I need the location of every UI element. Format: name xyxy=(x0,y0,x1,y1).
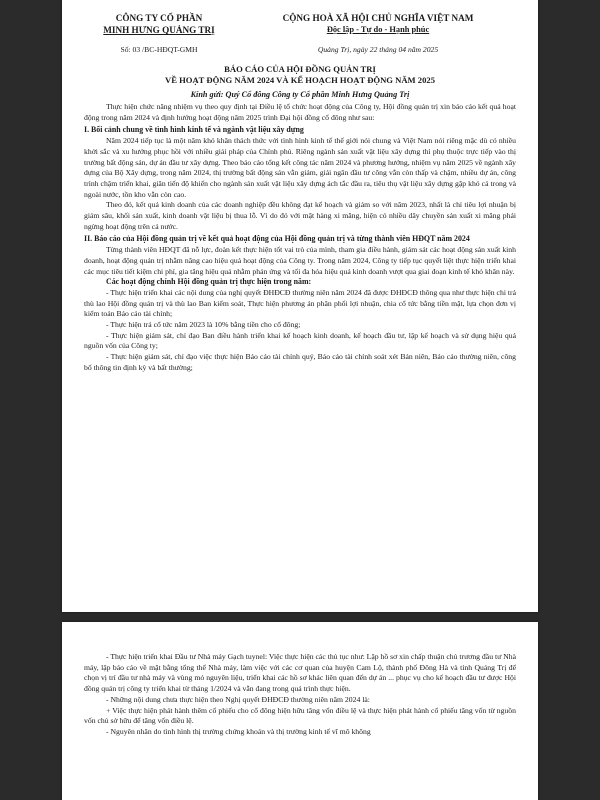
addressee: Kính gửi: Quý Cổ đông Công ty Cổ phần Minh Hưng Quảng Trị xyxy=(190,90,410,99)
activities-heading: Các hoạt động chính Hội đồng quản trị thực hiện trong năm: xyxy=(106,277,312,287)
page2-bullet: - Nguyên nhân do tình hình thị trường chứng khoán và thị trường kinh tế vĩ mô không xyxy=(106,726,371,736)
section-2-heading: II. Báo cáo của Hội đồng quản trị về kết quả hoạt động của Hội đồng quản trị và từng thành viên HĐQT năm 2024 xyxy=(84,234,470,244)
company-name-line2: MINH HƯNG QUẢNG TRỊ xyxy=(103,25,215,35)
nation-motto: Độc lập - Tự do - Hạnh phúc xyxy=(326,25,430,34)
activity-bullet: - Thực hiện giám sát, chỉ đạo Ban điều hành triển khai kế hoạch kinh doanh, kế hoạch đầu tư, lập kế hoạch và sử dụng hiệu quả nguồn vốn của Công ty; xyxy=(84,330,516,351)
activity-bullet: - Thực hiện trả cổ tức năm 2023 là 10% bằng tiền cho cổ đông; xyxy=(106,320,301,330)
page2-bullet: - Thực hiện triển khai Đầu tư Nhà máy Gạch tuynel: Việc thực hiện các thủ tục như: Lập hồ sơ xin chấp thuận chủ trương đầu tư Nhà máy, lập báo cáo về mặt bằng tổng thể Nhà máy, làm việc với các cơ quan của huyện Cam Lộ, thành phố Đông Hà và tỉnh Quảng Trị để chọn vị trí đầu tư nhà máy và vùng mỏ nguyên liệu, triển khai các hồ sơ khác liên quan đến dự án ... phục vụ cho kế hoạch đầu tư được Hội đồng quản trị công ty triển khai từ tháng 1/2024 và vẫn đang trong quá trình thực hiện. xyxy=(84,652,516,694)
document-page-2 xyxy=(62,622,538,800)
page2-bullet: - Những nội dung chưa thực hiện theo Nghị quyết ĐHĐCĐ thường niên năm 2024 là: xyxy=(106,694,370,704)
company-block xyxy=(84,12,234,54)
document-page-1 xyxy=(62,0,538,612)
report-title-line1: BÁO CÁO CỦA HỘI ĐỒNG QUẢN TRỊ xyxy=(224,64,376,74)
section-1-paragraph-2: Theo đó, kết quả kinh doanh của các doanh nghiệp đều không đạt kế hoạch và giảm so với năm 2023, nhất là chỉ tiêu lợi nhuận bị giảm sâu, khối sản xuất, kinh doanh vật liệu bị thua lỗ. Vì do đó với mặt hàng xi măng, hiện có nhiều dây chuyền sản xuất xi măng phải ngừng hoạt động trên cả nước. xyxy=(84,200,516,231)
section-2-paragraph-1: Từng thành viên HĐQT đã nỗ lực, đoàn kết thực hiện tốt vai trò của mình, tham gia điều hành, giám sát các hoạt động sản xuất kinh doanh, hoạt động quản trị nhằm nâng cao hiệu quả hoạt động của Công ty. Trong năm 2024, Công ty tiếp tục quyết liệt thực hiện triển khai các mục tiêu tiết kiệm chi phí, gia tăng hiệu quả nhằm phản ứng và tối đa hóa hiệu quả kinh doanh vượt qua giai đoạn kinh tế khó khăn này. xyxy=(84,245,516,276)
activity-bullet: - Thực hiện giám sát, chỉ đạo việc thực hiện Báo cáo tài chính quý, Báo cáo tài chính soát xét Bán niên, Báo cáo thường niên, công bố thông tin định kỳ và bất thường; xyxy=(84,352,516,372)
document-date: Quảng Trị, ngày 22 tháng 04 năm 2025 xyxy=(317,45,439,54)
company-name-line1: CÔNG TY CỔ PHẦN xyxy=(115,13,203,23)
intro-paragraph: Thực hiện chức năng nhiệm vụ theo quy định tại Điều lệ tổ chức hoạt động của Công ty, Hội đồng quản trị xin báo cáo kết quả hoạt động trong năm 2024 và định hướng hoạt động năm 2025 trình Đại hội đồng cổ đông như sau: xyxy=(84,102,516,122)
page2-bullet: + Việc thực hiện phát hành thêm cổ phiếu cho cổ đông hiện hữu tăng vốn điều lệ và thực hiện phát hành cổ phiếu tăng vốn từ nguồn vốn chủ sở hữu để tăng vốn điều lệ. xyxy=(84,705,516,726)
document-number: Số: 03 /BC-HĐQT-GMH xyxy=(120,45,198,54)
document-header xyxy=(84,12,516,54)
section-1-paragraph-1: Năm 2024 tiếp tục là một năm khó khăn thách thức với tình hình kinh tế thế giới nói chung và Việt Nam nói riêng mặc dù có nhiều khởi sắc và xu hướng phục hồi với nhiều giải pháp của Chính phủ. Riêng ngành sản xuất vật liệu xây dựng thì phụ thuộc trực tiếp vào thị trường bất động sản, dự án đầu tư xây dựng. Theo báo cáo tổng kết công tác năm 2024 và phương hướng, nhiệm vụ năm 2025 về ngành xây dựng của Bộ Xây dựng, trong năm 2024, thị trường bất động sản vẫn giảm, giải ngân đầu tư công vẫn còn thấp và chậm, nhiều dự án, công trình chậm triển khai, giãn tiến độ khiến cho ngành sản xuất vật liệu xây dựng ách tắc đầu ra, tiêu thụ vật liệu xây dựng gặp khó cả trong và ngoài nước, tồn kho vẫn còn cao. xyxy=(84,136,516,199)
nation-name: CỘNG HOÀ XÃ HỘI CHỦ NGHĨA VIỆT NAM xyxy=(282,13,474,23)
report-title xyxy=(84,64,516,86)
nation-block xyxy=(240,12,516,54)
activity-bullet: - Thực hiện triển khai các nội dung của nghị quyết ĐHĐCĐ thường niên năm 2024 đã được ĐHĐCĐ thông qua như thực hiện chi trả thù lao Hội đồng quản trị và thù lao Ban kiểm soát, Thực hiện phương án phân phối lợi nhuận, chia cổ tức bằng tiền mặt, lựa chọn đơn vị kiểm toán Báo cáo tài chính; xyxy=(84,287,516,319)
section-1-heading: I. Bối cảnh chung về tình hình kinh tế và ngành vật liệu xây dựng xyxy=(84,125,304,135)
report-title-line2: VỀ HOẠT ĐỘNG NĂM 2024 VÀ KẾ HOẠCH HOẠT ĐỘNG NĂM 2025 xyxy=(165,75,435,85)
